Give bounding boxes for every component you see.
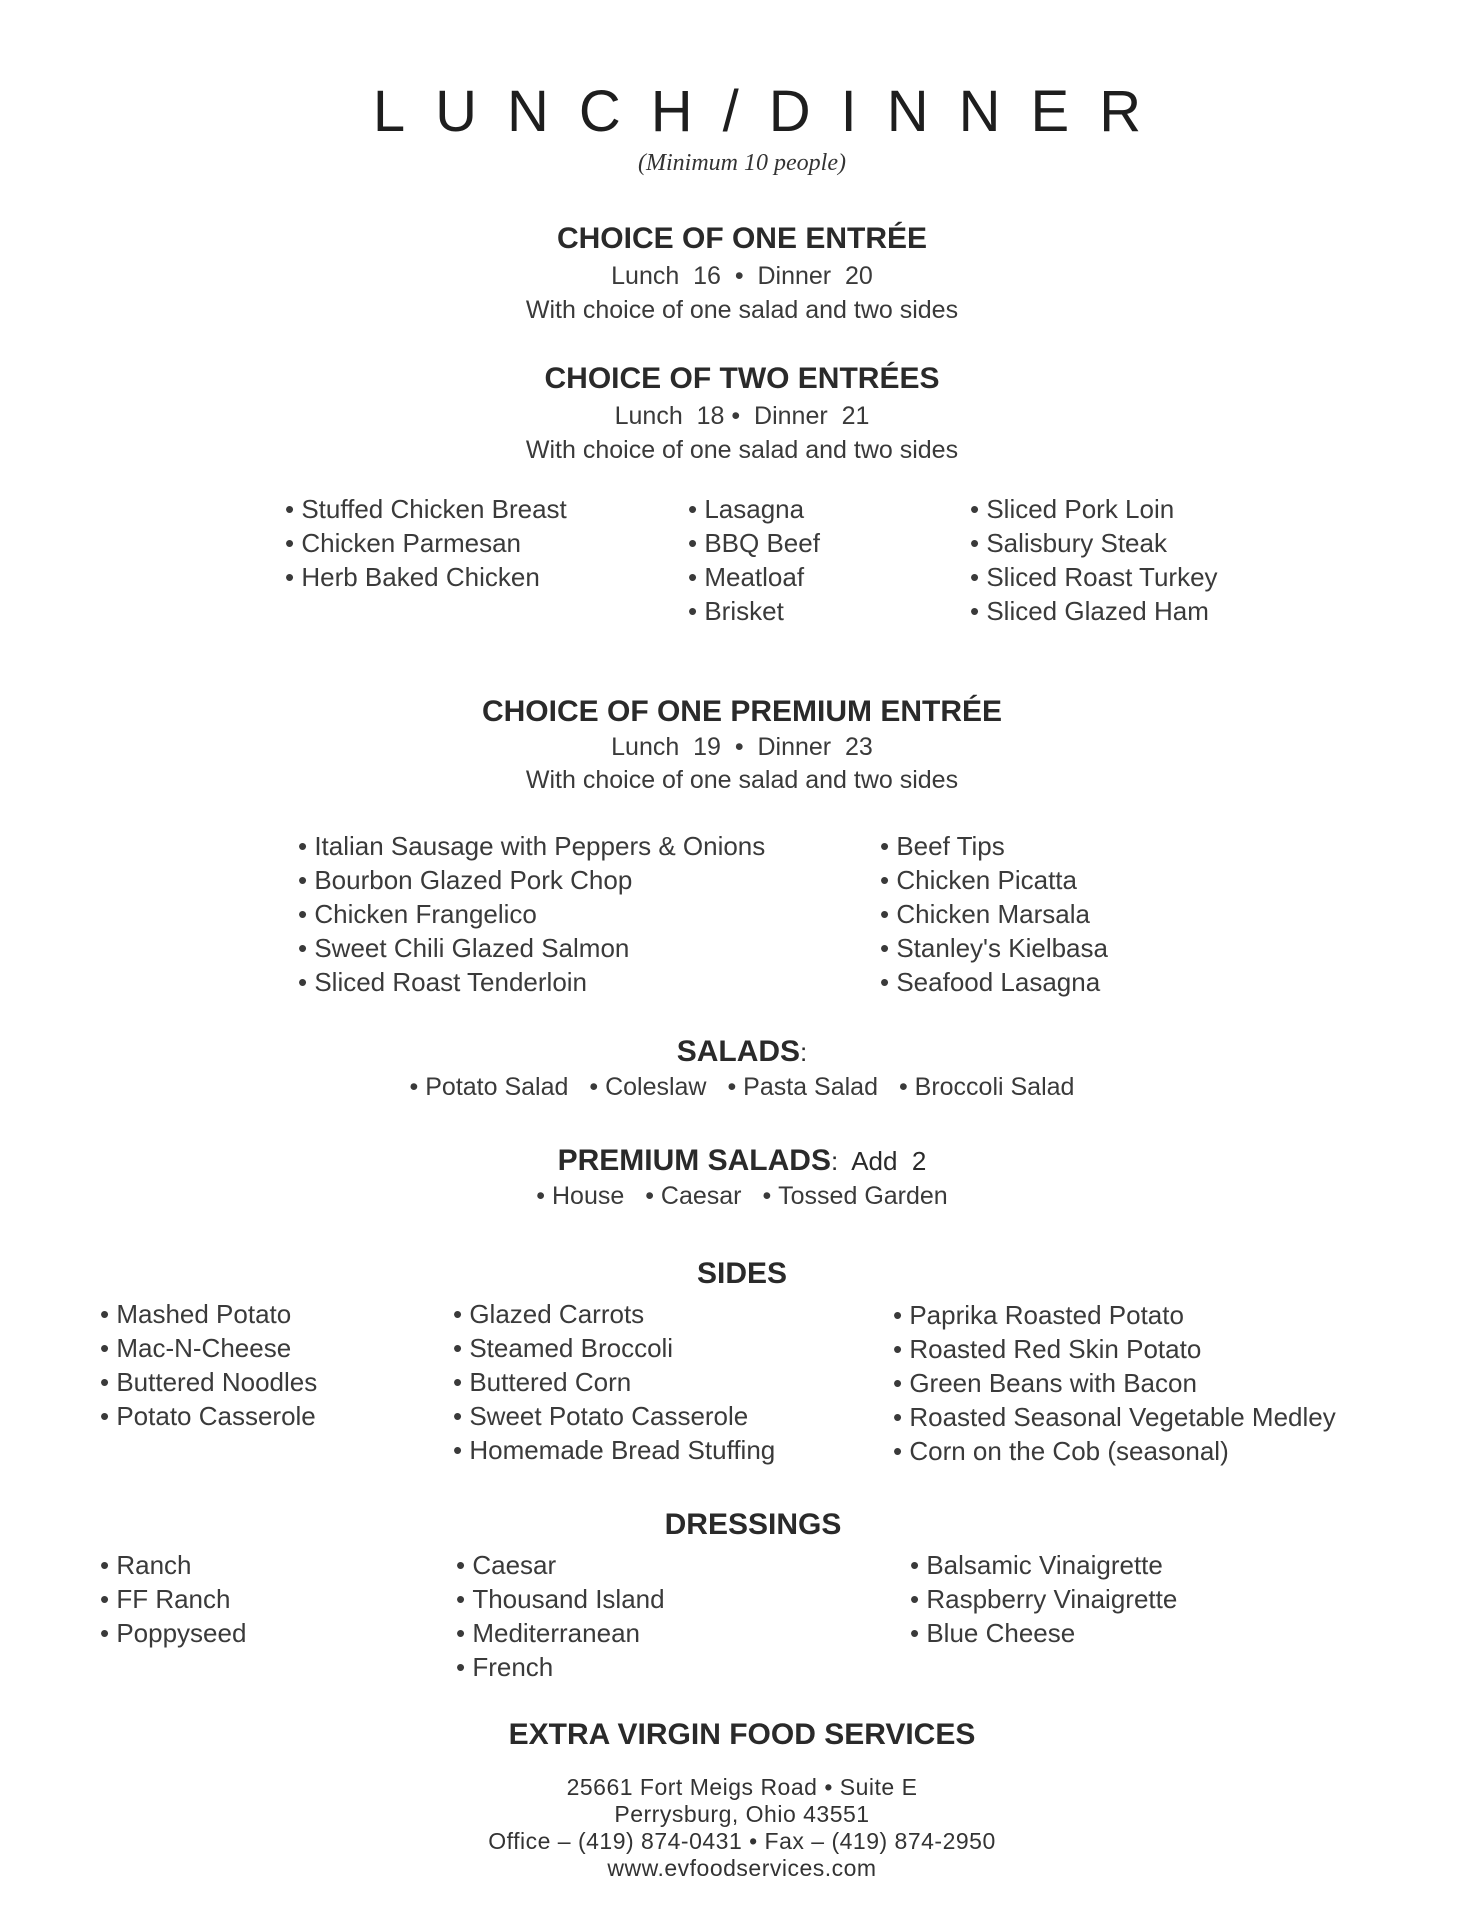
salads-colon: : [800,1037,808,1067]
list-item: • Potato Salad [410,1073,569,1101]
one-entree-heading: CHOICE OF ONE ENTRÉE [556,222,928,255]
premium-salads-heading-text: PREMIUM SALADS [557,1144,831,1177]
sides-column-3 [893,1298,1336,1468]
premium-salads-heading [0,1144,1484,1178]
list-item: • Buttered Noodles [100,1365,317,1399]
dressings-column-3 [910,1548,1177,1650]
dressings-heading: DRESSINGS [664,1508,842,1541]
list-item: • Buttered Corn [453,1365,775,1399]
company-address: 25661 Fort Meigs Road • Suite E [566,1774,918,1800]
list-item: • Paprika Roasted Potato [893,1298,1336,1332]
list-item: • Sliced Glazed Ham [970,594,1218,628]
list-item: • Sliced Pork Loin [970,492,1218,526]
list-item: • Brisket [688,594,820,628]
list-item: • Sweet Potato Casserole [453,1399,775,1433]
list-item: • Salisbury Steak [970,526,1218,560]
list-item: • Mashed Potato [100,1297,317,1331]
list-item: • Ranch [100,1548,246,1582]
list-item: • Sliced Roast Turkey [970,560,1218,594]
list-item: • Sweet Chili Glazed Salmon [298,931,765,965]
two-entrees-note: With choice of one salad and two sides [525,436,959,464]
premium-entree-note: With choice of one salad and two sides [525,766,959,794]
company-city: Perrysburg, Ohio 43551 [614,1801,870,1827]
list-item: • Herb Baked Chicken [285,560,567,594]
premium-entree-column-1 [298,829,765,999]
one-entree-prices: Lunch 16 • Dinner 20 [611,262,873,290]
list-item: • Tossed Garden [762,1182,947,1210]
one-entree-note: With choice of one salad and two sides [525,296,959,324]
minimum-note: (Minimum 10 people) [638,150,846,176]
list-item: • Poppyseed [100,1616,246,1650]
company-phones: Office – (419) 874-0431 • Fax – (419) 874-2950 [488,1828,996,1854]
list-item: • Beef Tips [880,829,1108,863]
premium-entree-heading: CHOICE OF ONE PREMIUM ENTRÉE [481,695,1003,728]
list-item: • Bourbon Glazed Pork Chop [298,863,765,897]
premium-entree-column-2 [880,829,1108,999]
list-item: • Stuffed Chicken Breast [285,492,567,526]
two-entrees-column-3 [970,492,1218,628]
list-item: • Balsamic Vinaigrette [910,1548,1177,1582]
sides-column-2 [453,1297,775,1467]
salads-heading [0,1035,1484,1069]
two-entrees-column-2 [688,492,820,628]
list-item: • Lasagna [688,492,820,526]
list-item: • Potato Casserole [100,1399,317,1433]
list-item: • Chicken Picatta [880,863,1108,897]
two-entrees-heading: CHOICE OF TWO ENTRÉES [544,362,940,395]
list-item: • Blue Cheese [910,1616,1177,1650]
list-item: • Mediterranean [456,1616,665,1650]
list-item: • Homemade Bread Stuffing [453,1433,775,1467]
list-item: • Caesar [645,1182,741,1210]
list-item: • Roasted Red Skin Potato [893,1332,1336,1366]
list-item: • Italian Sausage with Peppers & Onions [298,829,765,863]
list-item: • Chicken Parmesan [285,526,567,560]
two-entrees-column-1 [285,492,567,594]
list-item: • Seafood Lasagna [880,965,1108,999]
list-item: • BBQ Beef [688,526,820,560]
list-item: • Corn on the Cob (seasonal) [893,1434,1336,1468]
list-item: • Chicken Frangelico [298,897,765,931]
company-website[interactable]: www.evfoodservices.com [607,1855,877,1881]
sides-heading: SIDES [696,1257,788,1290]
list-item: • Green Beans with Bacon [893,1366,1336,1400]
list-item: • Pasta Salad [727,1073,878,1101]
salads-list [0,1073,1484,1102]
list-item: • Caesar [456,1548,665,1582]
list-item: • Chicken Marsala [880,897,1108,931]
menu-title: LUNCH/DINNER [372,79,1172,144]
salads-heading-text: SALADS [676,1035,801,1068]
list-item: • House [536,1182,624,1210]
list-item: • Meatloaf [688,560,820,594]
list-item: • Mac-N-Cheese [100,1331,317,1365]
dressings-column-1 [100,1548,246,1650]
list-item: • Roasted Seasonal Vegetable Medley [893,1400,1336,1434]
list-item: • Thousand Island [456,1582,665,1616]
list-item: • Coleslaw [589,1073,706,1101]
list-item: • Broccoli Salad [899,1073,1075,1101]
list-item: • Raspberry Vinaigrette [910,1582,1177,1616]
list-item: • Stanley's Kielbasa [880,931,1108,965]
premium-salads-addon-price: : Add 2 [830,1146,927,1176]
sides-column-1 [100,1297,317,1433]
dressings-column-2 [456,1548,665,1684]
premium-entree-prices: Lunch 19 • Dinner 23 [611,733,873,761]
list-item: • Glazed Carrots [453,1297,775,1331]
premium-salads-list [0,1182,1484,1211]
company-name: EXTRA VIRGIN FOOD SERVICES [508,1718,976,1751]
list-item: • Sliced Roast Tenderloin [298,965,765,999]
list-item: • FF Ranch [100,1582,246,1616]
two-entrees-prices: Lunch 18 • Dinner 21 [614,402,870,430]
list-item: • Steamed Broccoli [453,1331,775,1365]
list-item: • French [456,1650,665,1684]
